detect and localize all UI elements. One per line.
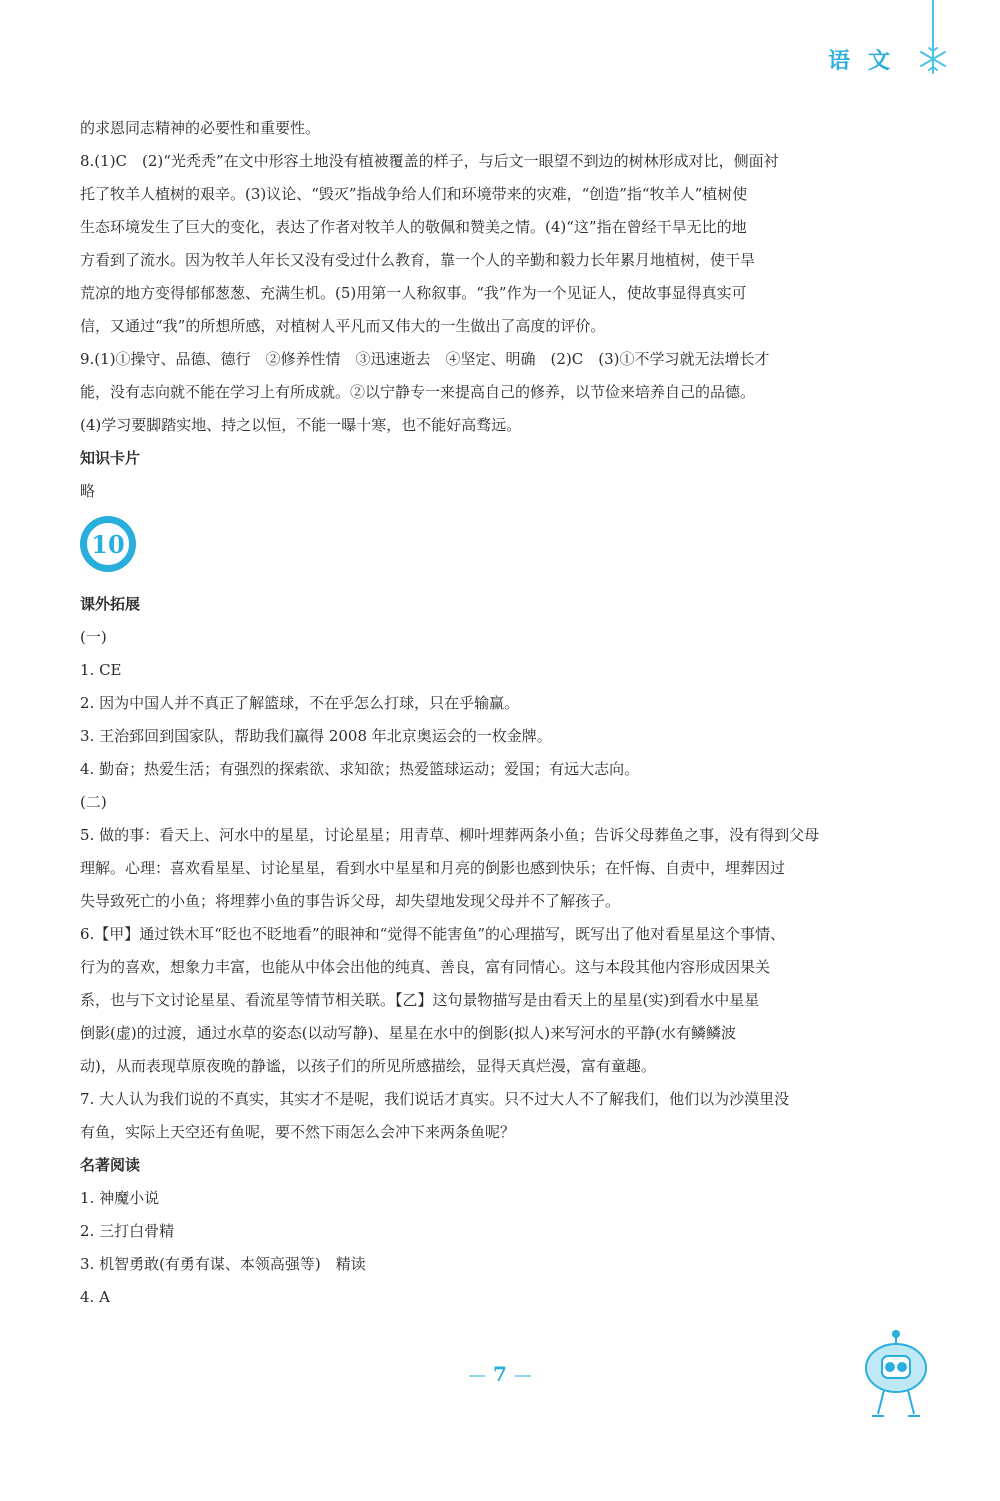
page-number-value: 7 — [493, 1362, 507, 1386]
answer-8-line-3: 生态环境发生了巨大的变化，表达了作者对牧羊人的敬佩和赞美之情。(4)“这”指在曾经干旱无比的地 — [80, 218, 747, 236]
answer-2: 2. 因为中国人并不真正了解篮球，不在乎怎么打球，只在乎输赢。 — [80, 694, 520, 712]
text-line: 的求恩同志精神的必要性和重要性。 — [80, 119, 321, 137]
answer-9-line-3: (4)学习要脚踏实地、持之以恒，不能一曝十寒，也不能好高骛远。 — [80, 416, 522, 434]
snowflake-icon — [916, 42, 950, 76]
answer-classics-2: 2. 三打白骨精 — [80, 1222, 175, 1240]
answer-6-line-5: 动)，从而表现草原夜晚的静谧，以孩子们的所见所感描绘，显得天真烂漫，富有童趣。 — [80, 1057, 656, 1075]
answer-8-line-6: 信，又通过“我”的所想所感，对植树人平凡而又伟大的一生做出了高度的评价。 — [80, 317, 606, 335]
section-heading-knowledge-card: 知识卡片 — [80, 449, 141, 467]
answer-classics-3: 3. 机智勇敢(有勇有谋、本领高强等) 精读 — [80, 1255, 366, 1273]
page-number-dash-left — [469, 1375, 485, 1377]
page-number — [440, 1362, 560, 1386]
answer-4: 4. 勤奋；热爱生活；有强烈的探索欲、求知欲；热爱篮球运动；爱国；有远大志向。 — [80, 760, 640, 778]
subsection-label: (二) — [80, 793, 107, 811]
section-heading-extended-reading: 课外拓展 — [80, 595, 141, 613]
section-heading-classics-reading: 名著阅读 — [80, 1156, 141, 1174]
answer-1: 1. CE — [80, 661, 122, 679]
answer-7-line-1: 7. 大人认为我们说的不真实，其实才不是呢，我们说话才真实。只不过大人不了解我们，他们以为沙漠里没 — [80, 1090, 790, 1108]
lesson-badge-container — [80, 508, 920, 588]
header-subject: 语文 — [828, 49, 909, 74]
answer-content — [80, 112, 920, 1314]
answer-8-line-5: 荒凉的地方变得郁郁葱葱、充满生机。(5)用第一人称叙事。“我”作为一个见证人，使故事显得真实可 — [80, 284, 747, 302]
answer-5-line-2: 理解。心理：喜欢看星星、讨论星星，看到水中星星和月亮的倒影也感到快乐；在忏悔、自责中，埋葬因过 — [80, 859, 786, 877]
answer-classics-4: 4. A — [80, 1288, 110, 1306]
answer-5-line-1: 5. 做的事：看天上、河水中的星星，讨论星星；用青草、柳叶埋葬两条小鱼；告诉父母葬鱼之事，没有得到父母 — [80, 826, 820, 844]
answer-8-line-1: 8.(1)C (2)“光秃秃”在文中形容土地没有植被覆盖的样子，与后文一眼望不到边的树林形成对比，侧面衬 — [80, 152, 779, 170]
answer-3: 3. 王治郅回到国家队，帮助我们赢得 2008 年北京奥运会的一枚金牌。 — [80, 727, 552, 745]
header-divider-line — [932, 0, 934, 46]
text-line: 略 — [80, 482, 96, 500]
answer-5-line-3: 失导致死亡的小鱼；将埋葬小鱼的事告诉父母，却失望地发现父母并不了解孩子。 — [80, 892, 621, 910]
robot-mascot-icon — [856, 1328, 936, 1428]
page-number-dash-right — [515, 1375, 531, 1377]
subsection-label: (一) — [80, 628, 107, 646]
answer-classics-1: 1. 神魔小说 — [80, 1189, 160, 1207]
answer-6-line-3: 系，也与下文讨论星星、看流星等情节相关联。【乙】这句景物描写是由看天上的星星(实)到看水中星星 — [80, 991, 760, 1009]
answer-9-line-1: 9.(1)①操守、品德、德行 ②修养性情 ③迅速逝去 ④坚定、明确 (2)C (3)①不学习就无法增长才 — [80, 350, 770, 368]
answer-6-line-4: 倒影(虚)的过渡，通过水草的姿态(以动写静)、星星在水中的倒影(拟人)来写河水的平静(水有鳞鳞波 — [80, 1024, 736, 1042]
answer-6-line-2: 行为的喜欢，想象力丰富，也能从中体会出他的纯真、善良，富有同情心。这与本段其他内容形成因果关 — [80, 958, 771, 976]
answer-8-line-2: 托了牧羊人植树的艰辛。(3)议论、“毁灭”指战争给人们和环境带来的灾难，“创造”指“牧羊人”植树使 — [80, 185, 748, 203]
lesson-number-badge — [80, 516, 136, 572]
answer-7-line-2: 有鱼，实际上天空还有鱼呢，要不然下雨怎么会冲下来两条鱼呢？ — [80, 1123, 516, 1141]
answer-8-line-4: 方看到了流水。因为牧羊人年长又没有受过什么教育，靠一个人的辛勤和毅力长年累月地植树，使干旱 — [80, 251, 756, 269]
answer-9-line-2: 能，没有志向就不能在学习上有所成就。②以宁静专一来提高自己的修养，以节俭来培养自己的品德。 — [80, 383, 756, 401]
lesson-number: 10 — [85, 521, 131, 567]
answer-6-line-1: 6.【甲】通过铁木耳“眨也不眨地看”的眼神和“觉得不能害鱼”的心理描写，既写出了他对看星星这个事情、 — [80, 925, 785, 943]
